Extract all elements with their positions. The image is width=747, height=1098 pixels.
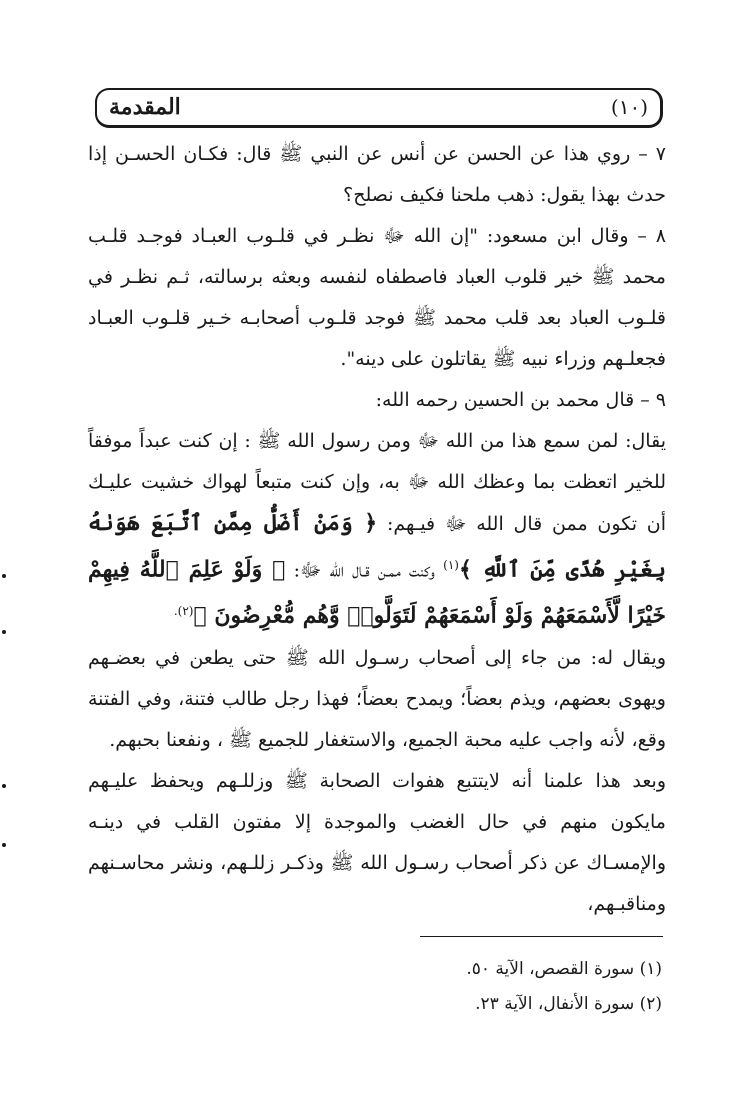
margin-dot (2, 630, 6, 634)
paragraph-4-mid: وكنت ممـن قـال الله ﷻ: (293, 559, 435, 582)
running-header (95, 88, 663, 128)
section-title: المقدمة (109, 94, 181, 120)
footnote-1: (١) سورة القصص، الآية ٥٠. (466, 959, 662, 979)
paragraph-7: ٧ – روي هذا عن الحسن عن أنس عن النبي ﷺ قال: فكـان الحسـن إذا حدث بهذا يقول: ذهب ملحنا فكيف نصلح؟ (88, 143, 666, 206)
margin-dot (2, 843, 6, 847)
footnote-ref-2: (٢). (173, 604, 194, 619)
footnotes (300, 952, 662, 1022)
page-number: (١٠) (610, 95, 648, 119)
main-text (88, 134, 666, 925)
footnote-ref-1: (١) (443, 558, 459, 572)
paragraph-quran (88, 421, 666, 638)
paragraph-10: ويقال له: من جاء إلى أصحاب رسـول الله ﷺ حتى يطعن في بعضـهم ويهوى بعضهم، ويذم بعضاً؛ ويمدح بعضاً؛ فهذا رجل طالب فتنة، وفي الفتنة وقع، لأنه واجب عليه محبة الجميع، والاستغفار للجميع ﷺ ، ونفعنا بحبهم. (88, 646, 666, 751)
paragraph-8: ٨ – وقال ابن مسعود: "إن الله ﷻ نظـر في قلـوب العبـاد فوجـد قلـب محمد ﷺ خير قلوب العباد فاصطفاه لنفسه وبعثه برسالته، ثـم نظـر في قلـوب العباد بعد قلب محمد ﷺ فوجد قلـوب أصحابـه خـير قلـوب العبـاد فجعلـهم وزراء نبيه ﷺ يقاتلون على دينه". (88, 225, 666, 370)
footnote-divider (420, 936, 663, 937)
paragraph-11: وبعد هذا علمنا أنه لايتتبع هفوات الصحابة ﷺ وزللـهم ويحفظ عليـهم مايكون منهم في حال الغضب والموجدة إلا مفتون القلب في دينـه والإمسـاك عن ذكر أصحاب رسـول الله ﷺ وذكـر زللـهم، ونشر محاسـنهم ومناقبـهم، (88, 769, 666, 915)
paragraph-9: ٩ – قال محمد بن الحسين رحمه الله: (375, 389, 666, 411)
quran-verse-2: ﴿ وَلَوْ عَلِمَ ٱللَّهُ فِيهِمْ خَيْرًا لَّأَسْمَعَهُمْ وَلَوْ أَسْمَعَهُمْ لَتَوَلَّوا۟ وَّهُم مُّعْرِضُونَ ﴾ (88, 556, 666, 629)
margin-dot (2, 784, 6, 788)
paragraph-4-text: يقال: لمن سمع هذا من الله ﷻ ومن رسول الله ﷺ : إن كنت عبداً موفقاً للخير اتعظت بما وعظك الله ﷻ به، وإن كنت متبعاً لهواك خشيت عليـك أن تكون ممن قال الله ﷻ فيـهم: (88, 430, 667, 535)
quran-verse-1: ﴿ وَمَنْ أَضَلُّ مِمَّنِ ٱتَّبَعَ هَوَىٰهُ بِغَيْرِ هُدًى مِّنَ ٱللَّهِ ﴾ (88, 510, 666, 583)
margin-dot (2, 574, 6, 578)
footnote-2: (٢) سورة الأنفال، الآية ٢٣. (475, 994, 662, 1014)
